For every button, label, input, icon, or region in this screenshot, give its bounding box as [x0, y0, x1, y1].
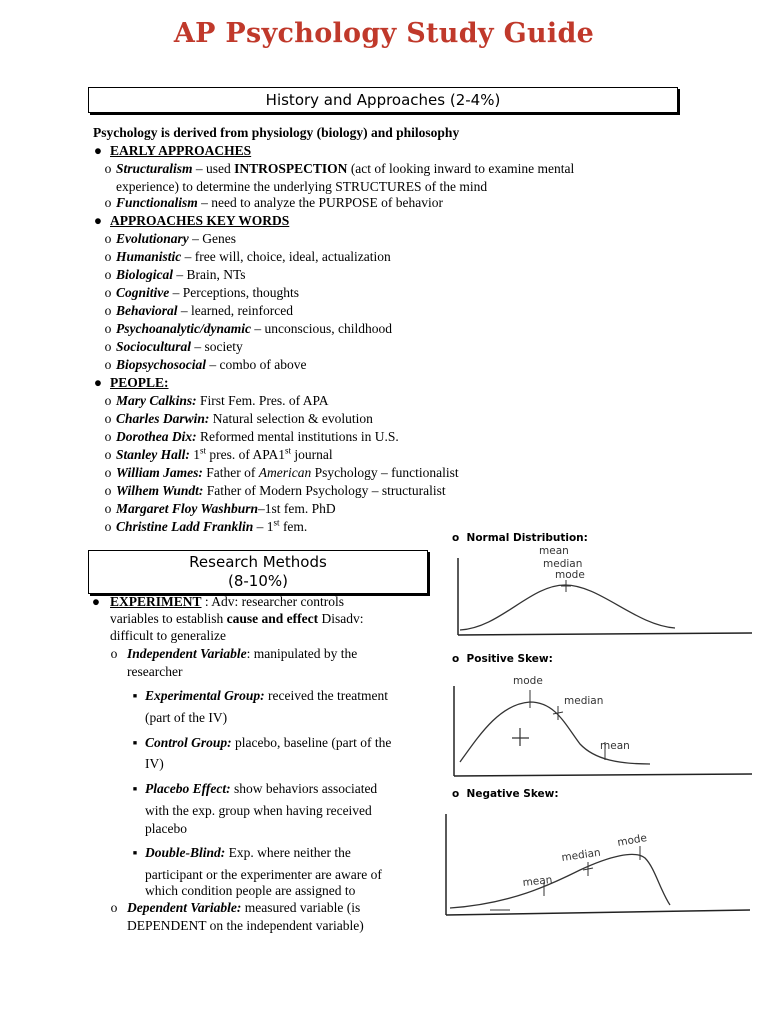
circle-bullet-icon: o: [104, 195, 112, 210]
circle-bullet-icon: o: [104, 303, 112, 318]
circle-bullet-icon: o: [104, 501, 112, 516]
approach-text: – free will, choice, ideal, actualization: [181, 249, 391, 264]
approach-text: – learned, reinforced: [177, 303, 293, 318]
annotation-mean: mean: [522, 873, 553, 889]
approach-text: – Genes: [188, 231, 237, 246]
sub-term: Double-Blind:: [145, 845, 226, 860]
cause-effect-text: cause and effect: [226, 611, 319, 626]
superscript: st: [200, 445, 207, 456]
negative-skew-curve: [450, 854, 670, 908]
sub-line2: IV): [145, 756, 164, 771]
sub-text: placebo, baseline (part of the: [231, 735, 392, 750]
graph-label-text: Negative Skew:: [466, 788, 559, 800]
person-name: Mary Calkins:: [116, 393, 197, 408]
annotation-mode: mode: [555, 569, 585, 581]
page-title: AP Psychology Study Guide: [173, 18, 595, 49]
iv-text: : manipulated by the: [246, 646, 358, 661]
annotation-mode: mode: [513, 675, 543, 687]
person-text: pres. of APA1: [206, 447, 286, 462]
person-name: Margaret Floy Washburn: [116, 501, 259, 516]
sub-term: Control Group:: [145, 735, 232, 750]
sub-line2: (part of the IV): [145, 710, 228, 725]
annotation-median: median: [560, 846, 602, 864]
approaches-heading: APPROACHES KEY WORDS: [110, 213, 290, 228]
circle-bullet-icon: o: [104, 231, 112, 246]
circle-bullet-icon: o: [104, 447, 112, 462]
iv-line2: researcher: [127, 664, 183, 679]
approach-term: Behavioral: [116, 303, 178, 318]
person-text: journal: [291, 447, 333, 462]
approach-text: – Perceptions, thoughts: [169, 285, 299, 300]
approach-text: – combo of above: [206, 357, 307, 372]
square-bullet-icon: ▪: [132, 781, 138, 796]
circle-bullet-icon: o: [452, 788, 460, 800]
circle-bullet-icon: o: [104, 267, 112, 282]
circle-bullet-icon: o: [110, 900, 118, 915]
square-bullet-icon: ▪: [132, 688, 138, 703]
research-heading-line2: (8-10%): [228, 572, 288, 590]
circle-bullet-icon: o: [104, 429, 112, 444]
bullet-icon: ●: [93, 213, 103, 228]
negative-skew-label: [452, 788, 559, 800]
plus-mark: [512, 728, 529, 746]
experiment-line3: difficult to generalize: [110, 628, 226, 643]
bullet-icon: ●: [93, 143, 103, 158]
approach-term: Cognitive: [116, 285, 170, 300]
structuralism-line2: experience) to determine the underlying STRUCTURES of the mind: [116, 179, 488, 194]
sub-term: Placebo Effect:: [145, 781, 231, 796]
people-heading: PEOPLE:: [110, 375, 169, 390]
person-text-italic: American: [258, 465, 312, 480]
introspection-text: INTROSPECTION: [234, 161, 348, 176]
negative-skew-sketch: [440, 800, 760, 925]
dv-text: measured variable (is: [241, 900, 361, 915]
early-approaches-heading: EARLY APPROACHES: [110, 143, 252, 158]
circle-bullet-icon: o: [452, 532, 460, 544]
sub-line3: placebo: [145, 821, 187, 836]
sub-line3: which condition people are assigned to: [145, 883, 356, 898]
sub-text: Exp. where neither the: [225, 845, 351, 860]
person-text: Father of: [202, 465, 259, 480]
experiment-term: EXPERIMENT: [110, 594, 202, 609]
approach-term: Evolutionary: [116, 231, 189, 246]
functionalism-term: Functionalism: [116, 195, 198, 210]
research-heading-line1: Research Methods: [189, 553, 327, 571]
graph-label-text: Positive Skew:: [466, 653, 553, 665]
x-axis: [458, 633, 752, 635]
bullet-icon: ●: [91, 594, 101, 609]
person-text: –1st fem. PhD: [258, 501, 336, 516]
structuralism-term: Structuralism: [116, 161, 193, 176]
functionalism-text: – need to analyze the PURPOSE of behavior: [197, 195, 443, 210]
approach-text: – unconscious, childhood: [250, 321, 392, 336]
experiment-text: Disadv:: [318, 611, 364, 626]
annotation-mode: mode: [616, 831, 648, 849]
approach-term: Psychoanalytic/dynamic: [116, 321, 251, 336]
sub-text: show behaviors associated: [230, 781, 378, 796]
annotation-median: median: [564, 695, 604, 707]
circle-bullet-icon: o: [104, 411, 112, 426]
circle-bullet-icon: o: [104, 483, 112, 498]
annotation-mean: mean: [600, 740, 630, 752]
person-text: Psychology – functionalist: [311, 465, 459, 480]
positive-skew-sketch: [440, 664, 760, 784]
square-bullet-icon: ▪: [132, 735, 138, 750]
dv-term: Dependent Variable:: [127, 900, 242, 915]
approach-term: Biological: [116, 267, 173, 282]
structuralism-text: – used: [192, 161, 235, 176]
experiment-colon: :: [201, 594, 209, 609]
dv-line2: DEPENDENT on the independent variable): [127, 918, 364, 933]
circle-bullet-icon: o: [104, 393, 112, 408]
circle-bullet-icon: o: [104, 339, 112, 354]
person-text: 1: [189, 447, 200, 462]
person-name: Stanley Hall:: [116, 447, 190, 462]
center-mark: [561, 580, 571, 592]
square-bullet-icon: ▪: [132, 845, 138, 860]
circle-bullet-icon: o: [104, 465, 112, 480]
section-heading-research: [88, 550, 428, 594]
person-text: fem.: [279, 519, 308, 534]
approach-text: – society: [191, 339, 243, 354]
superscript: st: [285, 445, 292, 456]
approach-term: Biopsychosocial: [116, 357, 206, 372]
x-axis: [454, 774, 752, 776]
superscript: st: [273, 517, 280, 528]
person-name: William James:: [116, 465, 203, 480]
structuralism-text-2: (act of looking inward to examine mental: [347, 161, 575, 176]
graph-label-text: Normal Distribution:: [466, 532, 588, 544]
x-axis: [446, 910, 750, 915]
normal-curve: [460, 585, 675, 630]
experiment-text: Adv: researcher controls: [208, 594, 344, 609]
approach-term: Humanistic: [116, 249, 182, 264]
person-text: – 1: [253, 519, 274, 534]
approach-text: – Brain, NTs: [173, 267, 246, 282]
circle-bullet-icon: o: [452, 653, 460, 665]
sub-text: received the treatment: [264, 688, 388, 703]
person-text: Father of Modern Psychology – structuralist: [203, 483, 446, 498]
person-text: Natural selection & evolution: [209, 411, 373, 426]
sub-line2: participant or the experimenter are aware of: [145, 867, 382, 882]
approach-term: Sociocultural: [116, 339, 192, 354]
circle-bullet-icon: o: [104, 519, 112, 534]
intro-text: Psychology is derived from physiology (biology) and philosophy: [93, 125, 460, 140]
circle-bullet-icon: o: [104, 249, 112, 264]
experiment-text: variables to establish: [110, 611, 227, 626]
person-text: Reformed mental institutions in U.S.: [196, 429, 399, 444]
circle-bullet-icon: o: [104, 321, 112, 336]
section-heading-history: History and Approaches (2-4%): [88, 87, 678, 113]
circle-bullet-icon: o: [104, 357, 112, 372]
bullet-icon: ●: [93, 375, 103, 390]
normal-distribution-sketch: [440, 540, 760, 645]
experiment-line2: [110, 610, 363, 628]
iv-term: Independent Variable: [127, 646, 247, 661]
person-name: Christine Ladd Franklin: [116, 519, 254, 534]
median-mark: [583, 862, 593, 876]
annotation-mean: mean: [539, 545, 569, 557]
circle-bullet-icon: o: [110, 646, 118, 661]
circle-bullet-icon: o: [104, 161, 112, 176]
person-name: Dorothea Dix:: [116, 429, 197, 444]
person-name: Charles Darwin:: [116, 411, 210, 426]
person-text: First Fem. Pres. of APA: [196, 393, 329, 408]
person-name: Wilhem Wundt:: [116, 483, 204, 498]
circle-bullet-icon: o: [104, 285, 112, 300]
annotation-median: median: [543, 558, 583, 570]
sub-line2: with the exp. group when having received: [145, 803, 372, 818]
sub-term: Experimental Group:: [145, 688, 265, 703]
positive-skew-curve: [460, 702, 650, 764]
